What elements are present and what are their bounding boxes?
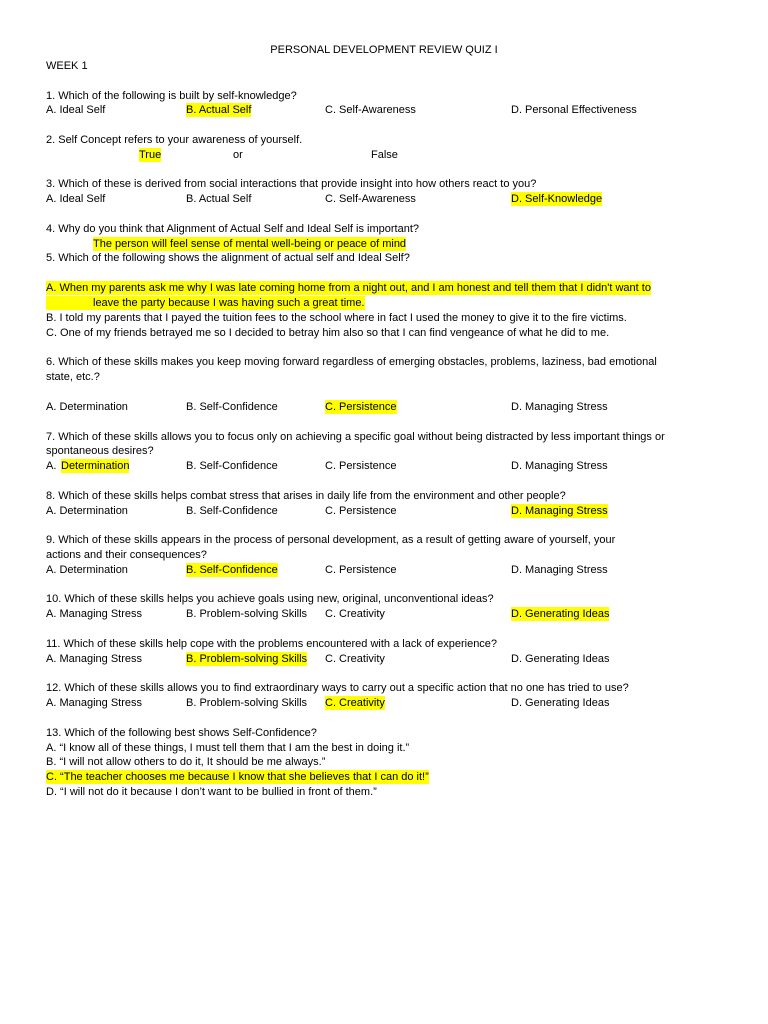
- question-8-text: 8. Which of these skills helps combat stress that arises in daily life from the environment and other people?: [46, 490, 566, 502]
- question-4-text: 4. Why do you think that Alignment of Actual Self and Ideal Self is important?: [46, 223, 419, 235]
- q1-option-b-answer: B. Actual Self: [186, 104, 252, 116]
- q7-option-b: B. Self-Confidence: [186, 460, 278, 472]
- q7-option-a-answer: Determination: [61, 460, 130, 472]
- question-13-text: 13. Which of the following best shows Self-Confidence?: [46, 727, 317, 739]
- q10-option-c: C. Creativity: [325, 608, 385, 620]
- q12-option-c-answer: C. Creativity: [325, 697, 385, 709]
- q11-option-a: A. Managing Stress: [46, 653, 142, 665]
- q5-option-a-answer-line-1: A. When my parents ask me why I was late coming home from a night out, and I am honest and tell them that I didn't want to: [46, 282, 651, 294]
- q6-option-d: D. Managing Stress: [511, 401, 608, 413]
- page-title: PERSONAL DEVELOPMENT REVIEW QUIZ I: [270, 44, 498, 56]
- question-7-text-line-2: spontaneous desires?: [46, 445, 154, 457]
- q11-option-b-answer: B. Problem-solving Skills: [186, 653, 308, 665]
- question-12-text: 12. Which of these skills allows you to find extraordinary ways to carry out a specific action that no one has tried to use?: [46, 682, 629, 694]
- q8-option-d-answer: D. Managing Stress: [511, 505, 608, 517]
- q10-option-a: A. Managing Stress: [46, 608, 142, 620]
- q13-option-d: D. “I will not do it because I don’t want to be bullied in front of them.”: [46, 786, 377, 798]
- q8-option-c: C. Persistence: [325, 505, 397, 517]
- q7-option-a-label: A.: [46, 460, 57, 472]
- q12-option-a: A. Managing Stress: [46, 697, 142, 709]
- question-10-text: 10. Which of these skills helps you achieve goals using new, original, unconventional ideas?: [46, 593, 494, 605]
- q9-option-d: D. Managing Stress: [511, 564, 608, 576]
- question-9-text-line-2: actions and their consequences?: [46, 549, 207, 561]
- q9-option-a: A. Determination: [46, 564, 128, 576]
- q3-option-c: C. Self-Awareness: [325, 193, 416, 205]
- q9-option-c: C. Persistence: [325, 564, 397, 576]
- question-7-text-line-1: 7. Which of these skills allows you to focus only on achieving a specific goal without being distracted by less important things or: [46, 431, 665, 443]
- question-1-text: 1. Which of the following is built by self-knowledge?: [46, 90, 297, 102]
- question-3-text: 3. Which of these is derived from social interactions that provide insight into how others react to you?: [46, 178, 537, 190]
- week-label: WEEK 1: [46, 60, 88, 72]
- q13-option-b: B. “I will not allow others to do it, It should be me always.”: [46, 756, 326, 768]
- q13-option-c-answer: C. “The teacher chooses me because I know that she believes that I can do it!”: [46, 771, 429, 783]
- q12-option-b: B. Problem-solving Skills: [186, 697, 308, 709]
- q3-option-d-answer: D. Self-Knowledge: [511, 193, 603, 205]
- q7-option-d: D. Managing Stress: [511, 460, 608, 472]
- q6-option-a: A. Determination: [46, 401, 128, 413]
- q10-option-d-answer: D. Generating Ideas: [511, 608, 610, 620]
- q5-option-a-answer-line-2: leave the party because I was having such a great time.: [46, 296, 365, 310]
- q8-option-a: A. Determination: [46, 505, 128, 517]
- q7-option-c: C. Persistence: [325, 460, 397, 472]
- q6-option-b: B. Self-Confidence: [186, 401, 278, 413]
- q1-option-c: C. Self-Awareness: [325, 104, 416, 116]
- q3-option-a: A. Ideal Self: [46, 193, 106, 205]
- q8-option-b: B. Self-Confidence: [186, 505, 278, 517]
- q11-option-c: C. Creativity: [325, 653, 385, 665]
- q3-option-b: B. Actual Self: [186, 193, 252, 205]
- q4-answer: The person will feel sense of mental well-being or peace of mind: [93, 238, 407, 250]
- q1-option-a: A. Ideal Self: [46, 104, 106, 116]
- question-5-text: 5. Which of the following shows the alignment of actual self and Ideal Self?: [46, 252, 410, 264]
- q2-true-answer: True: [139, 149, 162, 161]
- q6-option-c-answer: C. Persistence: [325, 401, 397, 413]
- q1-option-d: D. Personal Effectiveness: [511, 104, 637, 116]
- q9-option-b-answer: B. Self-Confidence: [186, 564, 278, 576]
- q5-option-c: C. One of my friends betrayed me so I decided to betray him also so that I can find vengeance of what he did to me.: [46, 327, 610, 339]
- question-2-text: 2. Self Concept refers to your awareness of yourself.: [46, 134, 303, 146]
- q5-option-b: B. I told my parents that I payed the tuition fees to the school where in fact I used the money to give it to the fire victims.: [46, 312, 627, 324]
- question-9-text-line-1: 9. Which of these skills appears in the process of personal development, as a result of getting aware of yourself, your: [46, 534, 616, 546]
- q12-option-d: D. Generating Ideas: [511, 697, 610, 709]
- q2-false-option: False: [371, 149, 398, 161]
- q2-or-label: or: [233, 149, 243, 161]
- question-11-text: 11. Which of these skills help cope with the problems encountered with a lack of experience?: [46, 638, 498, 650]
- q10-option-b: B. Problem-solving Skills: [186, 608, 308, 620]
- q13-option-a: A. “I know all of these things, I must tell them that I am the best in doing it.”: [46, 742, 410, 754]
- question-6-text-line-2: state, etc.?: [46, 371, 100, 383]
- q11-option-d: D. Generating Ideas: [511, 653, 610, 665]
- question-6-text-line-1: 6. Which of these skills makes you keep moving forward regardless of emerging obstacles, problems, laziness, bad emotional: [46, 356, 657, 368]
